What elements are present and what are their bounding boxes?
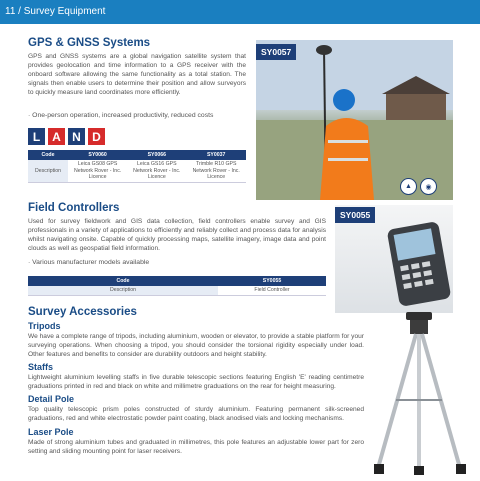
land-letter-d: D [88,128,105,145]
gps-table-header-code: Code [28,150,68,160]
field-table-row-label: Description [28,286,218,295]
tripods-heading: Tripods [28,321,61,331]
field-table-header-code: Code [28,276,218,286]
field-product-table [28,276,326,296]
laser-pole-text: Made of strong aluminium tubes and graduated in millimetres, this pole features an adjustable lower part for zero setting and sliding mounting point for laser receivers. [28,439,364,456]
detail-pole-heading: Detail Pole [28,394,75,404]
land-letter-n: N [68,128,85,145]
tripod-photo [366,310,472,476]
field-controller-photo [335,205,453,313]
accessories-section-title: Survey Accessories [28,306,137,318]
land-logo [28,128,105,145]
land-letter-l: L [28,128,45,145]
field-bullet: · Various manufacturer models available [28,259,150,266]
gps-table-header-sy0066: SY0066 [127,150,186,160]
gps-bullet: · One-person operation, increased productivity, reduced costs [28,112,214,119]
tripods-text: We have a complete range of tripods, including aluminium, wooden or elevator, to provide a stable platform for your surveying operations. When choosing a tripod, you should consider the torsional rigidity especially under load. Other features and benefits to consider are durability outdoors and height stability. [28,333,364,359]
field-table-cell: Field Controller [218,286,326,295]
page-header-title: 11 / Survey Equipment [5,6,106,17]
gps-product-table [28,150,246,183]
gps-table-cell: Trimble R10 GPS Network Rover - Inc. Licence [186,160,246,182]
gps-table-row-label: Description [28,160,68,182]
detail-pole-text: Top quality telescopic prism poles constructed of sturdy aluminium. Featuring permanent silk-screened graduations, red and white electrostatic powder paint coating, black anodised vials and locking mechanisms. [28,406,364,423]
gps-body-text: GPS and GNSS systems are a global navigation satellite system that provides geolocation and time information to a GPS receiver with the onboard software allowing the same functionality as a total station. The signals then enable users to determine their position and allow surveyors to quickly measure land coordinates more efficiently. [28,53,246,97]
safety-boot-icon: ▲ [400,178,417,195]
field-image-tag: SY0055 [335,207,375,223]
gps-table-cell: Leica GS08 GPS Network Rover - Inc. Licence [68,160,127,182]
gps-section-title: GPS & GNSS Systems [28,37,151,49]
staffs-heading: Staffs [28,362,54,372]
staffs-text: Lightweight aluminium levelling staffs in five durable telescopic sections featuring English 'E' reading centimetre graduations printed in red and black on white and millimetre graduations on the rear for height measuring. [28,374,364,391]
gps-image-tag: SY0057 [256,44,296,60]
field-table-header-sy0055: SY0055 [218,276,326,286]
gps-table-header-sy0037: SY0037 [186,150,246,160]
gps-table-header-sy0060: SY0060 [68,150,127,160]
land-letter-a: A [48,128,65,145]
gps-table-cell: Leica GS16 GPS Network Rover - Inc. Licence [127,160,186,182]
page-header-bar [0,0,480,24]
laser-pole-heading: Laser Pole [28,427,74,437]
field-section-title: Field Controllers [28,202,120,214]
gps-surveyor-photo [256,40,453,200]
hard-hat-icon: ◉ [420,178,437,195]
field-body-text: Used for survey fieldwork and GIS data collection, field controllers enable survey and GIS professionals in a variety of applications to efficiently and reliably collect and process data for analysis whilst navigating onsite. Capable of quickly processing maps, satellite imagery, image data and point clouds as well as geospatial field information. [28,218,326,253]
